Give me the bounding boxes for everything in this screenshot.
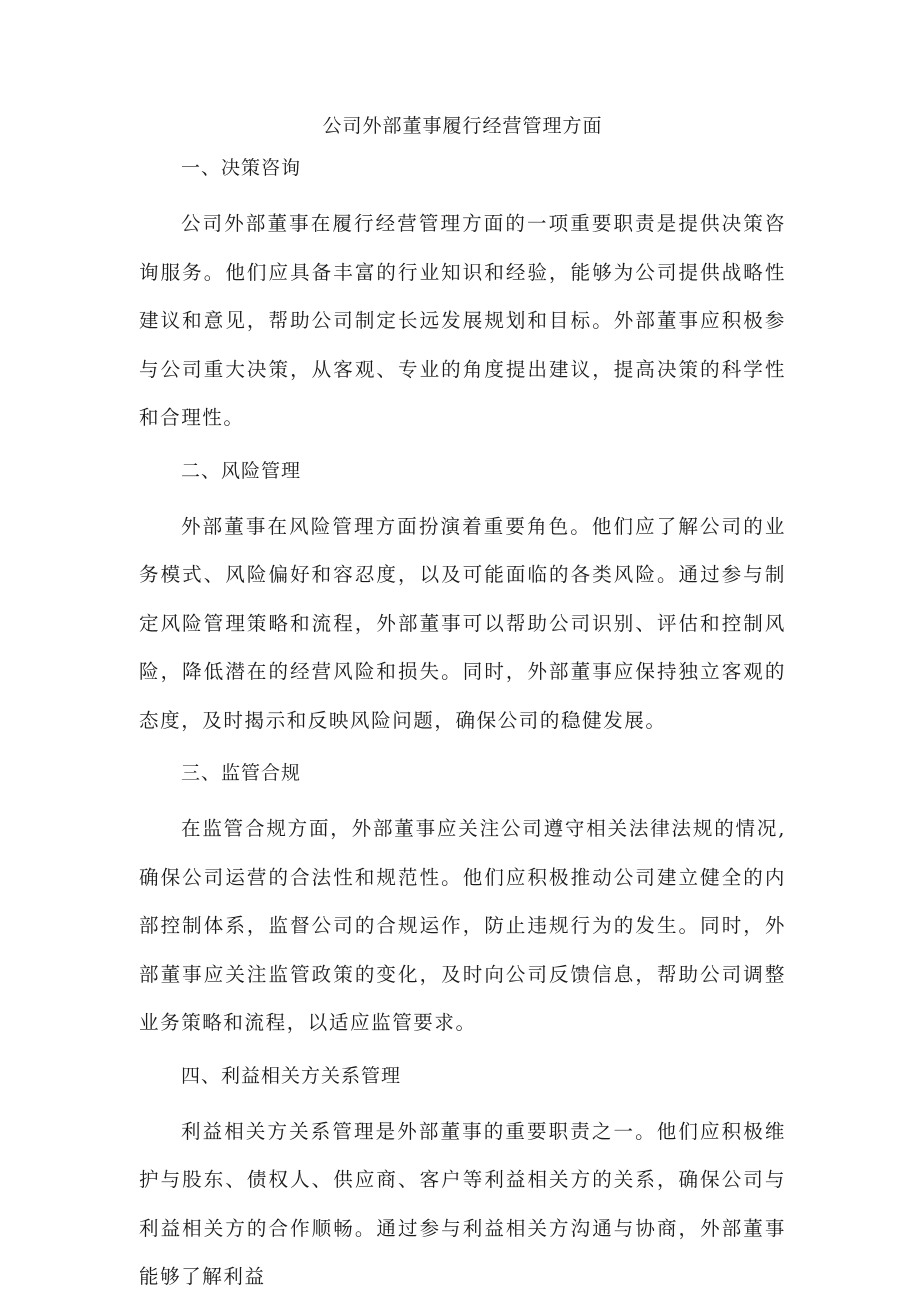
section-heading-stakeholder-management: 四、利益相关方关系管理 — [181, 1064, 402, 1087]
section-body-stakeholder-management: 利益相关方关系管理是外部董事的重要职责之一。他们应积极维护与股东、债权人、供应商、客户等利益相关方的关系，确保公司与利益相关方的合作顺畅。通过参与利益相关方沟通与协商，外部董事能够了解利益 — [139, 1119, 786, 1288]
section-body-regulatory-compliance: 在监管合规方面，外部董事应关注公司遵守相关法律法规的情况,确保公司运营的合法性和规范性。他们应积极推动公司建立健全的内部控制体系，监督公司的合规运作，防止违规行为的发生。同时，外部董事应关注监管政策的变化，及时向公司反馈信息，帮助公司调整业务策略和流程，以适应监管要求。 — [139, 817, 786, 1034]
section-heading-regulatory-compliance: 三、监管合规 — [181, 762, 302, 784]
section-heading-risk-management: 二、风险管理 — [181, 459, 302, 482]
document-title: 公司外部董事履行经营管理方面 — [322, 115, 603, 137]
section-heading-decision-consulting: 一、决策咨询 — [181, 157, 302, 179]
section-body-decision-consulting: 公司外部董事在履行经营管理方面的一项重要职责是提供决策咨询服务。他们应具备丰富的行业知识和经验，能够为公司提供战略性建议和意见，帮助公司制定长远发展规划和目标。外部董事应积极参与公司重大决策，从客观、专业的角度提出建议，提高决策的科学性和合理性。 — [139, 212, 786, 429]
section-body-risk-management: 外部董事在风险管理方面扮演着重要角色。他们应了解公司的业务模式、风险偏好和容忍度，以及可能面临的各类风险。通过参与制定风险管理策略和流程，外部董事可以帮助公司识别、评估和控制风险，降低潜在的经营风险和损失。同时，外部董事应保持独立客观的态度，及时揭示和反映风险问题，确保公司的稳健发展。 — [139, 514, 786, 732]
